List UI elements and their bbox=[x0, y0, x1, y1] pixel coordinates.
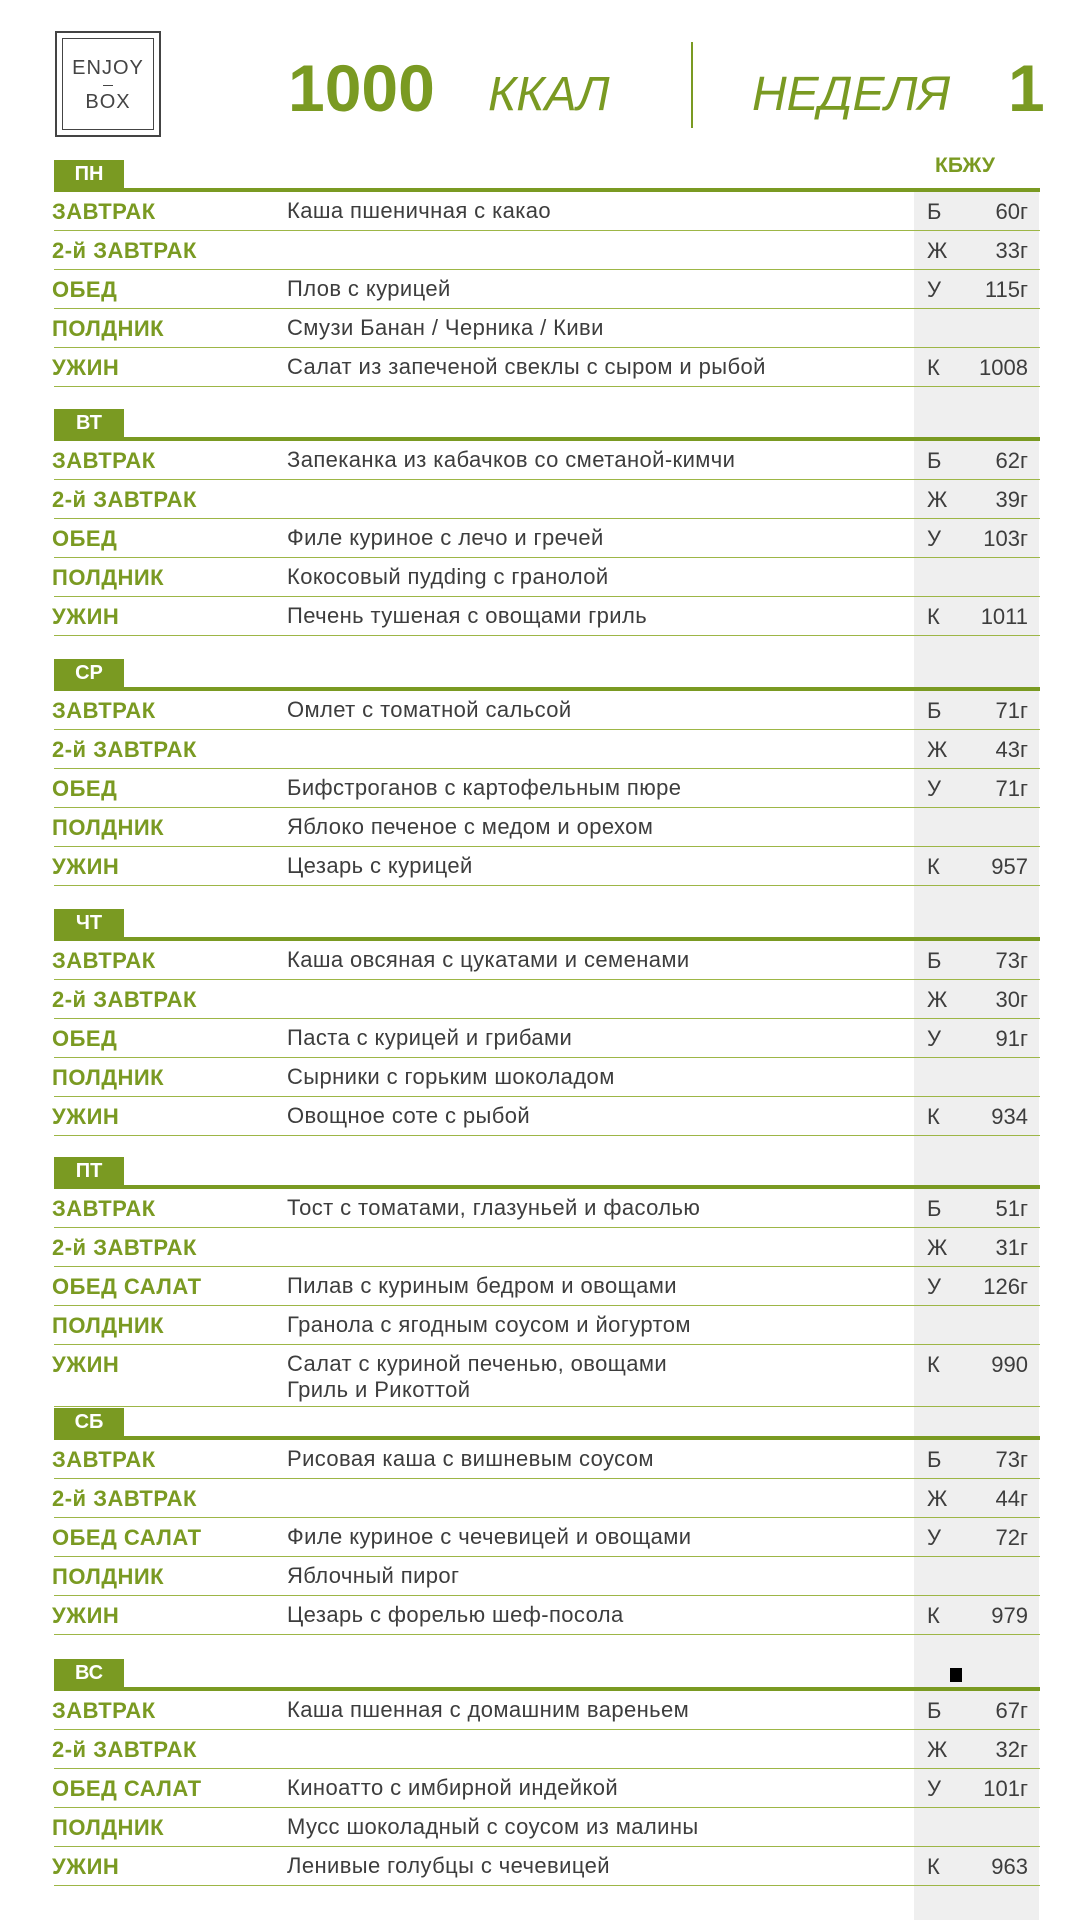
meal-type-label: ОБЕД bbox=[52, 1026, 118, 1051]
meal-row bbox=[54, 980, 1040, 1019]
day-label-badge: ПН bbox=[54, 160, 124, 188]
nutrient-letter: К bbox=[927, 604, 940, 629]
nutrient-value: 990 bbox=[991, 1352, 1028, 1377]
nutrient-value: 39г bbox=[995, 487, 1028, 512]
week-label: НЕДЕЛЯ bbox=[752, 68, 951, 121]
day-section bbox=[54, 1659, 1040, 1899]
meal-row bbox=[54, 1847, 1040, 1886]
logo-line-2: BOX bbox=[85, 91, 131, 113]
nutrient-value: 103г bbox=[983, 526, 1028, 551]
row-divider bbox=[54, 1634, 1040, 1635]
meal-type-label: ПОЛДНИК bbox=[52, 1564, 165, 1589]
meal-type-label: 2-й ЗАВТРАК bbox=[52, 737, 197, 762]
row-divider bbox=[54, 386, 1040, 387]
dish-name: Мусс шоколадный с соусом из малины bbox=[287, 1814, 699, 1839]
meal-type-label: УЖИН bbox=[52, 1603, 120, 1628]
dish-name: Плов с курицей bbox=[287, 276, 451, 301]
nutrient-value: 101г bbox=[983, 1776, 1028, 1801]
day-section bbox=[54, 160, 1040, 400]
dish-name: Салат с куриной печенью, овощами Гриль и Рикоттой bbox=[287, 1351, 668, 1402]
dish-name: Каша пшенная с домашним вареньем bbox=[287, 1697, 690, 1722]
nutrient-value: 44г bbox=[995, 1486, 1028, 1511]
nutrient-letter: Б bbox=[927, 1447, 942, 1472]
nutrient-value: 979 bbox=[991, 1603, 1028, 1628]
nutrient-value: 31г bbox=[995, 1235, 1028, 1260]
day-label-badge: ВТ bbox=[54, 409, 124, 437]
nutrient-letter: К bbox=[927, 1352, 940, 1377]
meal-type-label: ПОЛДНИК bbox=[52, 1313, 165, 1338]
meal-type-label: ПОЛДНИК bbox=[52, 815, 165, 840]
meal-type-label: ЗАВТРАК bbox=[52, 1196, 156, 1221]
meal-row bbox=[54, 1019, 1040, 1058]
dish-name: Сырники с горьким шоколадом bbox=[287, 1064, 615, 1089]
nutrient-value: 126г bbox=[983, 1274, 1028, 1299]
day-section bbox=[52, 1157, 1040, 1402]
meal-row bbox=[54, 1306, 1040, 1345]
nutrient-letter: Ж bbox=[927, 1737, 948, 1762]
meal-type-label: ОБЕД САЛАТ bbox=[52, 1274, 202, 1299]
nutrient-letter: К bbox=[927, 1104, 940, 1129]
nutrient-letter: Б bbox=[927, 948, 942, 973]
nutrient-letter: Ж bbox=[927, 737, 948, 762]
day-label-badge: СР bbox=[54, 659, 124, 687]
kbju-title: КБЖУ bbox=[935, 154, 995, 177]
meal-type-label: УЖИН bbox=[52, 1104, 120, 1129]
meal-type-label: УЖИН bbox=[52, 854, 120, 879]
meal-row bbox=[54, 808, 1040, 847]
meal-type-label: ЗАВТРАК bbox=[52, 948, 156, 973]
meal-row bbox=[54, 941, 1040, 980]
dish-name: Пилав с куриным бедром и овощами bbox=[287, 1273, 677, 1298]
dish-name: Филе куриное с чечевицей и овощами bbox=[287, 1524, 692, 1549]
meal-type-label: ЗАВТРАК bbox=[52, 1698, 156, 1723]
dish-name: Киноатто с имбирной индейкой bbox=[287, 1775, 619, 1800]
dish-name: Запеканка из кабачков со сметаной-кимчи bbox=[287, 447, 736, 472]
meal-type-label: УЖИН bbox=[52, 355, 120, 380]
nutrient-value: 1008 bbox=[979, 355, 1028, 380]
nutrient-value: 67г bbox=[995, 1698, 1028, 1723]
meal-type-label: ПОЛДНИК bbox=[52, 1065, 165, 1090]
meal-row bbox=[54, 192, 1040, 231]
meal-row bbox=[54, 1440, 1040, 1479]
meal-row bbox=[54, 441, 1040, 480]
meal-row bbox=[54, 597, 1040, 636]
nutrient-value: 43г bbox=[995, 737, 1028, 762]
meal-row bbox=[54, 519, 1040, 558]
meal-row bbox=[54, 558, 1040, 597]
dish-name: Салат из запеченой свеклы с сыром и рыбой bbox=[287, 354, 766, 379]
dish-name: Цезарь с форелью шеф-посола bbox=[287, 1602, 624, 1627]
nutrient-letter: К bbox=[927, 1854, 940, 1879]
dish-name: Смузи Банан / Черника / Киви bbox=[287, 315, 604, 340]
meal-row bbox=[54, 1267, 1040, 1306]
nutrient-value: 1011 bbox=[980, 604, 1028, 629]
meal-row bbox=[54, 1596, 1040, 1635]
nutrient-letter: Б bbox=[927, 448, 942, 473]
nutrient-value: 73г bbox=[995, 1447, 1028, 1472]
meal-type-label: ЗАВТРАК bbox=[52, 1447, 156, 1472]
meal-type-label: ОБЕД bbox=[52, 776, 118, 801]
nutrient-letter: Б bbox=[927, 1698, 942, 1723]
day-label-badge: ВС bbox=[54, 1659, 124, 1687]
meal-type-label: ПОЛДНИК bbox=[52, 565, 165, 590]
nutrient-letter: Ж bbox=[927, 1486, 948, 1511]
meal-row bbox=[54, 1691, 1040, 1730]
meal-row bbox=[54, 1518, 1040, 1557]
nutrient-value: 115г bbox=[984, 277, 1028, 302]
row-divider bbox=[54, 1406, 1040, 1407]
dish-name: Печень тушеная с овощами гриль bbox=[287, 603, 648, 628]
meal-type-label: 2-й ЗАВТРАК bbox=[52, 987, 197, 1012]
dish-name: Кокосовый пудding с гранолой bbox=[287, 564, 609, 589]
dish-name: Ленивые голубцы с чечевицей bbox=[287, 1853, 610, 1878]
meal-type-label: ЗАВТРАК bbox=[52, 698, 156, 723]
logo-divider bbox=[103, 85, 113, 86]
nutrient-letter: Ж bbox=[927, 238, 948, 263]
meal-row bbox=[54, 1189, 1040, 1228]
dish-name: Цезарь с курицей bbox=[287, 853, 473, 878]
nutrient-letter: У bbox=[927, 1026, 941, 1051]
dish-name: Гранола с ягодным соусом и йогуртом bbox=[287, 1312, 691, 1337]
dish-name: Каша пшеничная с какао bbox=[287, 198, 551, 223]
meal-type-label: ПОЛДНИК bbox=[52, 1815, 165, 1840]
day-section bbox=[54, 909, 1040, 1149]
row-divider bbox=[54, 1885, 1040, 1886]
meal-row bbox=[54, 348, 1040, 387]
nutrient-value: 51г bbox=[995, 1196, 1028, 1221]
nutrient-value: 963 bbox=[991, 1854, 1028, 1879]
dish-name: Тост с томатами, глазуньей и фасолью bbox=[287, 1195, 701, 1220]
meal-row bbox=[54, 270, 1040, 309]
enjoy-box-logo bbox=[55, 31, 161, 137]
nutrient-value: 73г bbox=[995, 948, 1028, 973]
nutrient-letter: У bbox=[927, 1274, 941, 1299]
meal-type-label: УЖИН bbox=[52, 604, 120, 629]
meal-type-label: ОБЕД bbox=[52, 277, 118, 302]
nutrient-value: 60г bbox=[995, 199, 1028, 224]
nutrient-letter: У bbox=[927, 277, 941, 302]
nutrient-letter: К bbox=[927, 854, 940, 879]
calories-unit: ККАЛ bbox=[488, 68, 610, 121]
nutrient-letter: Ж bbox=[927, 1235, 948, 1260]
nutrient-letter: У bbox=[927, 1525, 941, 1550]
nutrient-letter: У bbox=[927, 776, 941, 801]
meal-type-label: ЗАВТРАК bbox=[52, 448, 156, 473]
meal-type-label: 2-й ЗАВТРАК bbox=[52, 1737, 197, 1762]
nutrient-letter: Б bbox=[927, 698, 942, 723]
nutrient-value: 91г bbox=[995, 1026, 1028, 1051]
meal-type-label: 2-й ЗАВТРАК bbox=[52, 1486, 197, 1511]
nutrient-value: 32г bbox=[995, 1737, 1028, 1762]
meal-row bbox=[54, 1345, 1040, 1407]
meal-row bbox=[54, 309, 1040, 348]
meal-type-label: ОБЕД bbox=[52, 526, 118, 551]
nutrient-value: 33г bbox=[995, 238, 1028, 263]
nutrient-value: 30г bbox=[995, 987, 1028, 1012]
meal-row bbox=[54, 769, 1040, 808]
meal-row bbox=[54, 1557, 1040, 1596]
day-section bbox=[54, 1408, 1040, 1648]
day-section bbox=[54, 659, 1040, 899]
dish-name: Омлет с томатной сальсой bbox=[287, 697, 572, 722]
day-label-badge: ПТ bbox=[54, 1157, 124, 1185]
meal-row bbox=[54, 1058, 1040, 1097]
meal-type-label: УЖИН bbox=[52, 1854, 120, 1879]
row-divider bbox=[54, 885, 1040, 886]
week-number: 1 bbox=[1008, 51, 1045, 125]
day-section bbox=[54, 409, 1040, 649]
header-separator bbox=[691, 42, 693, 128]
meal-row bbox=[54, 480, 1040, 519]
nutrient-value: 71г bbox=[995, 776, 1028, 801]
meal-type-label: УЖИН bbox=[52, 1352, 120, 1377]
meal-row bbox=[54, 847, 1040, 886]
dish-name: Яблочный пирог bbox=[287, 1563, 460, 1588]
day-label-badge: ЧТ bbox=[54, 909, 124, 937]
meal-row bbox=[54, 691, 1040, 730]
meal-row bbox=[54, 231, 1040, 270]
meal-type-label: ЗАВТРАК bbox=[52, 199, 156, 224]
dish-name: Паста с курицей и грибами bbox=[287, 1025, 573, 1050]
meal-type-label: 2-й ЗАВТРАК bbox=[52, 487, 197, 512]
black-marker bbox=[950, 1668, 962, 1682]
nutrient-letter: Б bbox=[927, 1196, 942, 1221]
row-divider bbox=[54, 635, 1040, 636]
meal-type-label: ОБЕД САЛАТ bbox=[52, 1776, 202, 1801]
nutrient-letter: Ж bbox=[927, 987, 948, 1012]
calories-value: 1000 bbox=[288, 51, 435, 125]
nutrient-letter: У bbox=[927, 1776, 941, 1801]
row-divider bbox=[54, 1135, 1040, 1136]
nutrient-value: 72г bbox=[995, 1525, 1028, 1550]
logo-line-1: ENJOY bbox=[72, 57, 144, 79]
day-label-badge: СБ bbox=[54, 1408, 124, 1436]
nutrient-value: 957 bbox=[991, 854, 1028, 879]
nutrient-value: 62г bbox=[995, 448, 1028, 473]
dish-name: Каша овсяная с цукатами и семенами bbox=[287, 947, 690, 972]
nutrient-letter: Б bbox=[927, 199, 942, 224]
dish-name: Яблоко печеное с медом и орехом bbox=[287, 814, 654, 839]
meal-row bbox=[54, 1228, 1040, 1267]
meal-row bbox=[54, 1730, 1040, 1769]
nutrient-letter: К bbox=[927, 355, 940, 380]
meal-row bbox=[54, 1479, 1040, 1518]
meal-row bbox=[54, 730, 1040, 769]
nutrient-value: 934 bbox=[991, 1104, 1028, 1129]
dish-name: Филе куриное с лечо и гречей bbox=[287, 525, 604, 550]
meal-type-label: ПОЛДНИК bbox=[52, 316, 165, 341]
dish-name: Овощное соте с рыбой bbox=[287, 1103, 531, 1128]
dish-name: Рисовая каша с вишневым соусом bbox=[287, 1446, 654, 1471]
nutrient-value: 71г bbox=[995, 698, 1028, 723]
meal-type-label: ОБЕД САЛАТ bbox=[52, 1525, 202, 1550]
nutrient-letter: К bbox=[927, 1603, 940, 1628]
meal-type-label: 2-й ЗАВТРАК bbox=[52, 1235, 197, 1260]
dish-name: Бифстроганов с картофельным пюре bbox=[287, 775, 682, 800]
nutrient-letter: Ж bbox=[927, 487, 948, 512]
meal-row bbox=[54, 1097, 1040, 1136]
meal-row bbox=[54, 1808, 1040, 1847]
nutrient-letter: У bbox=[927, 526, 941, 551]
meal-type-label: 2-й ЗАВТРАК bbox=[52, 238, 197, 263]
meal-row bbox=[54, 1769, 1040, 1808]
